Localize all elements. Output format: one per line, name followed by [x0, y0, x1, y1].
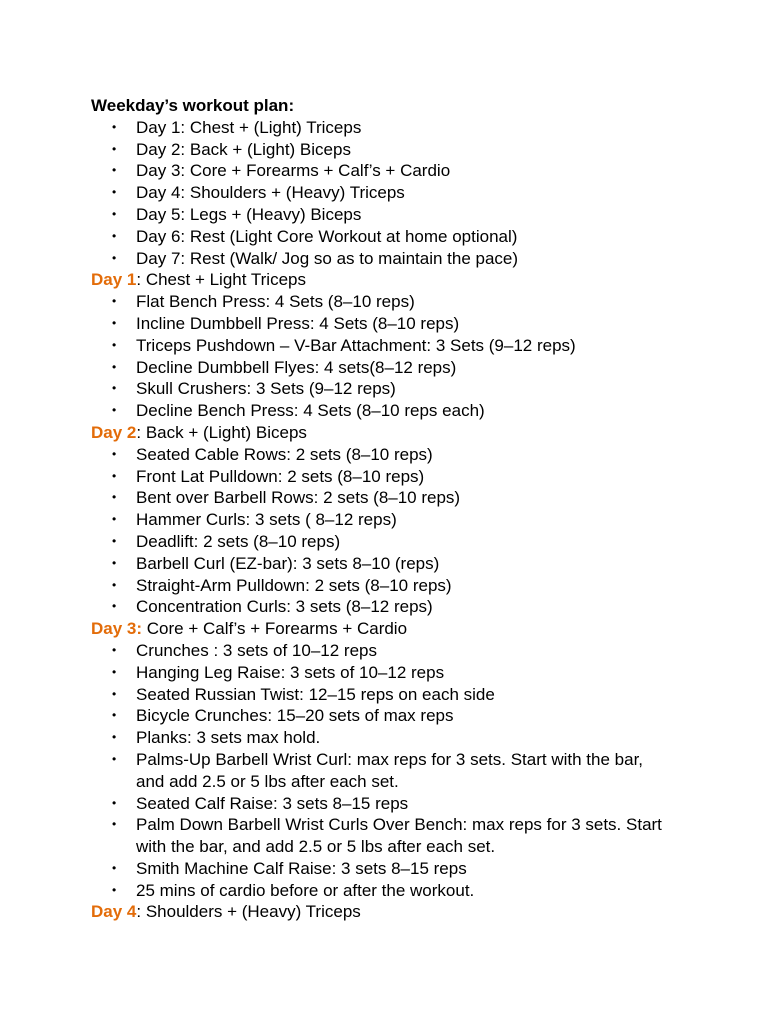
list-item: • Seated Russian Twist: 12–15 reps on each side: [112, 684, 495, 704]
list-item: • Day 5: Legs + (Heavy) Biceps: [112, 204, 362, 224]
list-item: • Smith Machine Calf Raise: 3 sets 8–15 reps: [112, 858, 467, 878]
bullet: •: [112, 730, 117, 745]
bullet: •: [112, 163, 117, 178]
list-item: • Day 3: Core + Forearms + Calf’s + Cardio: [112, 161, 451, 181]
bullet: •: [112, 577, 117, 592]
bullet: •: [112, 228, 117, 243]
list-item: • Straight-Arm Pulldown: 2 sets (8–10 reps): [112, 575, 452, 595]
bullet: •: [112, 185, 117, 200]
list-item: • Planks: 3 sets max hold.: [112, 728, 321, 748]
list-item: • Flat Bench Press: 4 Sets (8–10 reps): [112, 292, 415, 312]
list-item: • Incline Dumbbell Press: 4 Sets (8–10 reps): [112, 313, 460, 333]
bullet: •: [112, 860, 117, 875]
list-item: • Triceps Pushdown – V-Bar Attachment: 3 Sets (9–12 reps): [112, 335, 576, 355]
bullet: •: [112, 490, 117, 505]
day-2-list: [91, 444, 768, 618]
plan-list: [91, 117, 768, 270]
list-item: • Palm Down Barbell Wrist Curls Over Bench: max reps for 3 sets. Start with the bar, and add 2.5 or 5 lbs after each set.: [112, 815, 662, 857]
bullet: •: [112, 642, 117, 657]
list-item: • Concentration Curls: 3 sets (8–12 reps): [112, 597, 433, 617]
bullet: •: [112, 141, 117, 156]
day-3-list: [91, 640, 768, 902]
day-4-focus: : Shoulders + (Heavy) Triceps: [136, 902, 361, 922]
bullet: •: [112, 119, 117, 134]
list-item: • Day 4: Shoulders + (Heavy) Triceps: [112, 183, 405, 203]
bullet: •: [112, 250, 117, 265]
list-item: • Day 6: Rest (Light Core Workout at home optional): [112, 226, 518, 246]
list-item: • Barbell Curl (EZ-bar): 3 sets 8–10 (reps): [112, 553, 440, 573]
list-item: • Decline Bench Press: 4 Sets (8–10 reps each): [112, 401, 485, 421]
day-3-heading: [91, 618, 768, 640]
day-2-label: Day 2: [91, 422, 137, 442]
list-item: • 25 mins of cardio before or after the workout.: [112, 880, 475, 900]
day-4-label: Day 4: [91, 902, 137, 922]
list-item: • Decline Dumbbell Flyes: 4 sets(8–12 reps): [112, 357, 457, 377]
day-1-heading: [91, 269, 768, 291]
bullet: •: [112, 381, 117, 396]
bullet: •: [112, 206, 117, 221]
bullet: •: [112, 533, 117, 548]
list-item: • Seated Calf Raise: 3 sets 8–15 reps: [112, 793, 409, 813]
bullet: •: [112, 751, 117, 766]
day-3-label: Day 3:: [91, 619, 143, 639]
list-item: • Day 7: Rest (Walk/ Jog so as to maintain the pace): [112, 248, 519, 268]
list-item: • Palms-Up Barbell Wrist Curl: max reps for 3 sets. Start with the bar, and add 2.5 or 5 lbs after each set.: [112, 749, 644, 791]
bullet: •: [112, 882, 117, 897]
plan-title: Weekday’s workout plan:: [91, 96, 295, 115]
bullet: •: [112, 795, 117, 810]
bullet: •: [112, 599, 117, 614]
list-item: • Hammer Curls: 3 sets ( 8–12 reps): [112, 510, 397, 530]
list-item: • Skull Crushers: 3 Sets (9–12 reps): [112, 379, 396, 399]
bullet: •: [112, 686, 117, 701]
list-item: • Bent over Barbell Rows: 2 sets (8–10 reps): [112, 488, 461, 508]
bullet: •: [112, 315, 117, 330]
list-item: • Day 1: Chest + (Light) Triceps: [112, 117, 362, 137]
bullet: •: [112, 294, 117, 309]
bullet: •: [112, 708, 117, 723]
bullet: •: [112, 555, 117, 570]
list-item: • Day 2: Back + (Light) Biceps: [112, 139, 351, 159]
day-3-focus: Core + Calf’s + Forearms + Cardio: [142, 619, 408, 639]
bullet: •: [112, 664, 117, 679]
list-item: • Hanging Leg Raise: 3 sets of 10–12 reps: [112, 662, 445, 682]
list-item: • Front Lat Pulldown: 2 sets (8–10 reps): [112, 466, 425, 486]
bullet: •: [112, 512, 117, 527]
day-1-label: Day 1: [91, 270, 137, 290]
list-item: • Seated Cable Rows: 2 sets (8–10 reps): [112, 444, 433, 464]
day-2-focus: : Back + (Light) Biceps: [136, 422, 307, 442]
day-1-focus: : Chest + Light Triceps: [136, 270, 306, 290]
list-item: • Crunches : 3 sets of 10–12 reps: [112, 640, 377, 660]
day-2-heading: [91, 422, 768, 444]
bullet: •: [112, 446, 117, 461]
bullet: •: [112, 359, 117, 374]
day-1-list: [91, 291, 768, 422]
bullet: •: [112, 817, 117, 832]
list-item: • Bicycle Crunches: 15–20 sets of max reps: [112, 706, 454, 726]
bullet: •: [112, 403, 117, 418]
bullet: •: [112, 468, 117, 483]
day-4-heading: [91, 901, 768, 923]
bullet: •: [112, 337, 117, 352]
list-item: • Deadlift: 2 sets (8–10 reps): [112, 531, 341, 551]
